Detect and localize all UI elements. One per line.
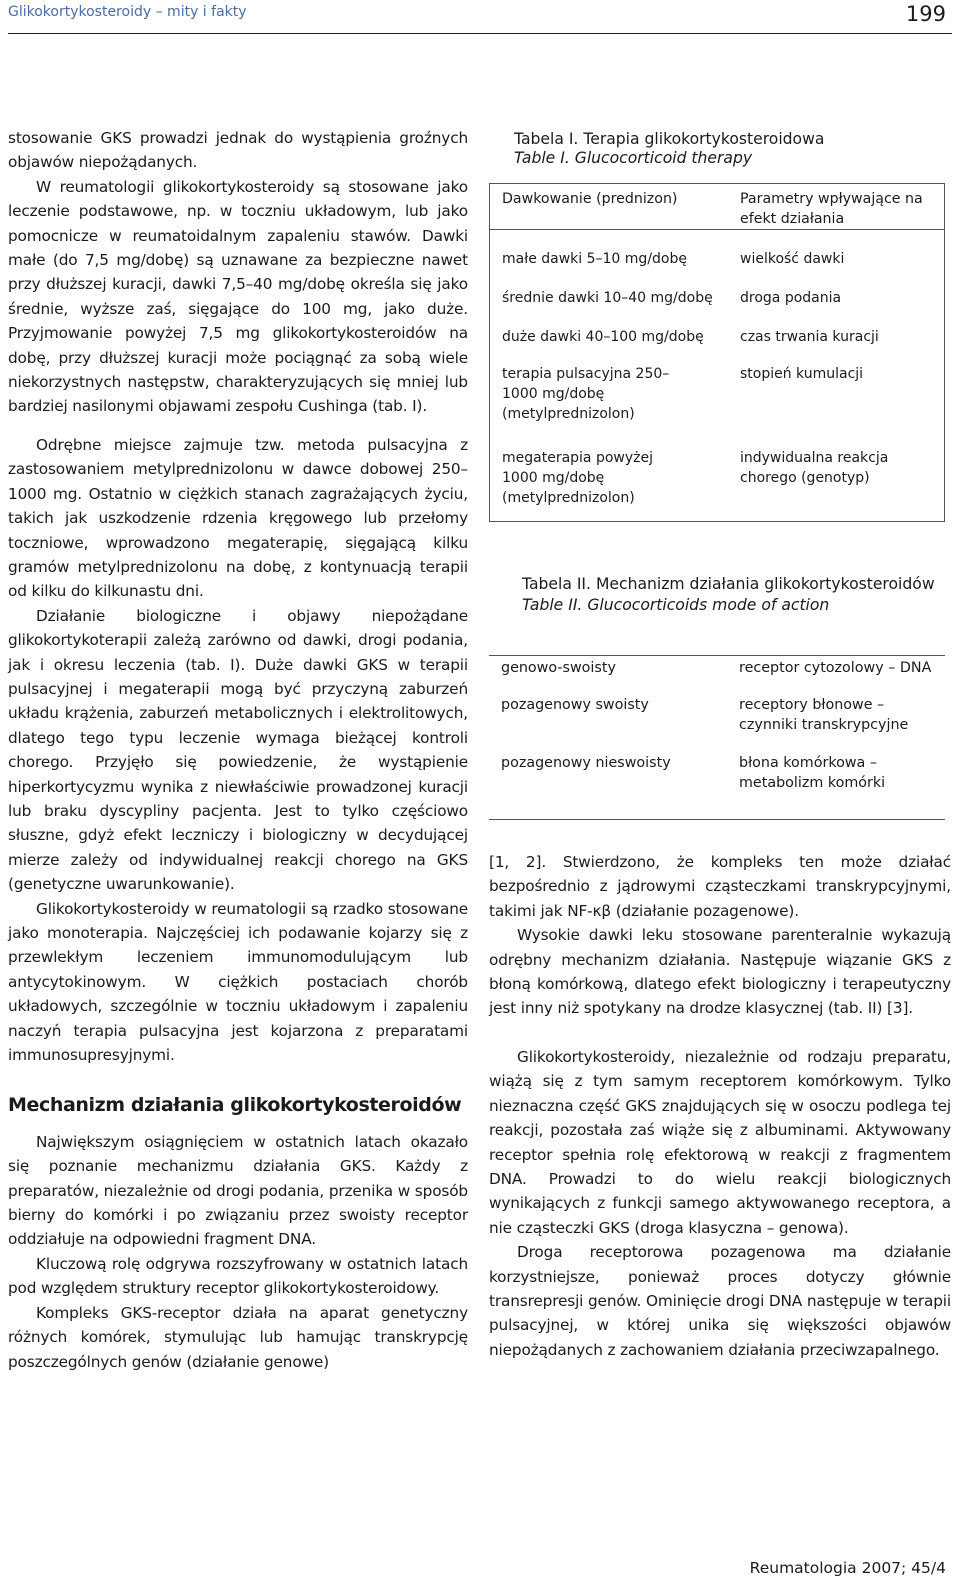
table-cell: czas trwania kuracji [740,329,879,345]
journal-footer: Reumatologia 2007; 45/4 [749,1559,946,1577]
table-cell: megaterapia powyżej 1000 mg/dobę (metylprednizolon) [502,450,653,506]
table2-caption-en: Table II. Glucocorticoids mode of action [522,596,830,614]
running-title: Glikokortykosteroidy – mity i fakty [8,4,247,20]
right-column-upper [489,850,951,1021]
header-rule [8,33,952,34]
page-number: 199 [905,2,946,26]
table1-header-rule [490,229,944,230]
table1-header-col1: Dawkowanie (prednizon) [502,191,678,207]
paragraph: Odrębne miejsce zajmuje tzw. metoda pulsacyjna z zastosowaniem metylprednizolonu w dawce dobowej 250–1000 mg. Ostatnio w ciężkich stanach zagrażających życiu, takich jak uszkodzenie rdzenia kręgowego lub przełomy toczniowe, wprowadzono megaterapię, sięgającą kilku gramów metylprednizolonu na dobę, z kontynuacją terapii od kilku do kilkunastu dni. [8,435,468,601]
paragraph: W reumatologii glikokortykosteroidy są stosowane jako leczenie podstawowe, np. w toczniu układowym, lub jako pomocnicze w reumatoidalnym zapaleniu stawów. Dawki małe (do 7,5 mg/dobę) są uznawane za bezpieczne nawet przy dłuższej kuracji, dawki 7,5–40 mg/dobę określa się jako średnie, wyższe zaś, sięgające do 100 mg, jako duże. Przyjmowanie powyżej 7,5 mg glikokortykosteroidów na dobę, przy dłuższej kuracji może pociągnąć za sobą wiele niekorzystnych następstw, charakteryzujących się mniej lub bardziej nasilonymi objawami zespołu Cushinga (tab. I). [8,177,468,416]
paragraph: [1, 2]. Stwierdzono, że kompleks ten może działać bezpośrednio z jądrowymi cząsteczkami transkrypcyjnymi, takimi jak NF-κβ (działanie pozagenowe). [489,853,951,920]
paragraph: Kompleks GKS-receptor działa na aparat genetyczny różnych komórek, stymulując lub hamując transkrypcję poszczególnych genów (działanie genowe) [8,1303,468,1371]
table-cell: wielkość dawki [740,251,845,267]
table1-header-col2: Parametry wpływające na efekt działania [740,191,923,227]
table-cell: pozagenowy nieswoisty [501,755,671,771]
paragraph: Glikokortykosteroidy, niezależnie od rodzaju preparatu, wiążą się z tym samym receptorem komórkowym. Tylko nieznaczna część GKS znajdujących się w osoczu podlega tej reakcji, pozostała zaś wiąże się z albuminami. Aktywowany receptor spełnia rolę efektorową w reakcji z fragmentem DNA. Prowadzi to do wielu reakcji biologicznych wynikających z funkcji samego aktywowanego receptora, a nie cząsteczki GKS (droga klasyczna – genowa). [489,1048,951,1237]
section-title: Mechanizm działania glikokortykosteroidów [8,1094,462,1117]
left-column [8,126,468,1374]
table2-bottom-rule [489,819,945,820]
table-cell: receptor cytozolowy – DNA [739,660,932,676]
paragraph: Wysokie dawki leku stosowane parenteralnie wykazują odrębny mechanizm działania. Następuje wiązanie GKS z błoną komórkową, dlatego efekt biologiczny i terapeutyczny jest inny niż spotykany na drodze klasycznej (tab. II) [3]. [489,926,951,1018]
table-cell: błona komórkowa – metabolizm komórki [739,755,886,791]
table2-caption-pl: Tabela II. Mechanizm działania glikokortykosteroidów [522,575,935,593]
table1 [489,183,945,522]
table-cell: duże dawki 40–100 mg/dobę [502,329,704,345]
table-cell: genowo-swoisty [501,660,616,676]
paragraph: Największym osiągnięciem w ostatnich latach okazało się poznanie mechanizmu działania GKS. Każdy z preparatów, niezależnie od drogi podania, przenika w sposób bierny do komórki i po związaniu przez swoisty receptor oddziałuje na odpowiedni fragment DNA. [8,1132,468,1249]
paragraph: Kluczową rolę odgrywa rozszyfrowany w ostatnich latach pod względem struktury receptor glikokortykosteroidowy. [8,1254,468,1298]
table2-caption [522,574,942,616]
paragraph: Glikokortykosteroidy w reumatologii są rzadko stosowane jako monoterapia. Najczęściej ich podawanie kojarzy się z przewlekłym leczeniem immunomodulującym lub antycytokinowym. W ciężkich postaciach chorób układowych, szczególnie w toczniu układowym i zapaleniu naczyń terapia pulsacyjna jest kojarzona z preparatami immunosupresyjnymi. [8,899,468,1065]
paragraph: Działanie biologiczne i objawy niepożądane glikokortykoterapii zależą zarówno od dawki, drogi podania, jak i okresu leczenia (tab. I). Duże dawki GKS w terapii pulsacyjnej i megaterapii mogą być przyczyną zaburzeń układu krążenia, zaburzeń metabolicznych i elektrolitowych, dlatego tego typu leczenie wymaga bieżącej kontroli chorego. Przyjęło się powiedzenie, że wystąpienie hiperkortycyzmu wynika z niewłaściwie prowadzonej kuracji lub braku dyscypliny pacjenta. Jest to tylko częściowo słuszne, gdyż efekt leczniczy i biologiczny w decydującej mierze zależy od indywidualnej reakcji chorego na GKS (genetyczne uwarunkowanie). [8,606,468,894]
table1-caption-pl: Tabela I. Terapia glikokortykosteroidowa [514,130,825,148]
table-cell: małe dawki 5–10 mg/dobę [502,251,687,267]
table-cell: droga podania [740,290,842,306]
table1-caption-en: Table I. Glucocorticoid therapy [514,149,753,167]
table-cell: receptory błonowe – czynniki transkrypcyjne [739,697,909,733]
table-cell: terapia pulsacyjna 250–1000 mg/dobę (metylprednizolon) [502,366,670,422]
right-column-lower [489,1045,951,1362]
paragraph: Droga receptorowa pozagenowa ma działanie korzystniejsze, ponieważ proces dotyczy głównie transrepresji genów. Ominięcie drogi DNA następuje w terapii pulsacyjnej, w której unika się większości objawów niepożądanych z zachowaniem działania przeciwzapalnego. [489,1243,952,1359]
paragraph: stosowanie GKS prowadzi jednak do wystąpienia groźnych objawów niepożądanych. [8,129,468,172]
table-cell: pozagenowy swoisty [501,697,649,713]
table-cell: stopień kumulacji [740,366,864,382]
table2-top-rule [489,655,945,656]
table2 [489,655,945,820]
table1-caption [514,130,824,168]
table-cell: średnie dawki 10–40 mg/dobę [502,290,713,306]
table-cell: indywidualna reakcja chorego (genotyp) [740,450,889,486]
